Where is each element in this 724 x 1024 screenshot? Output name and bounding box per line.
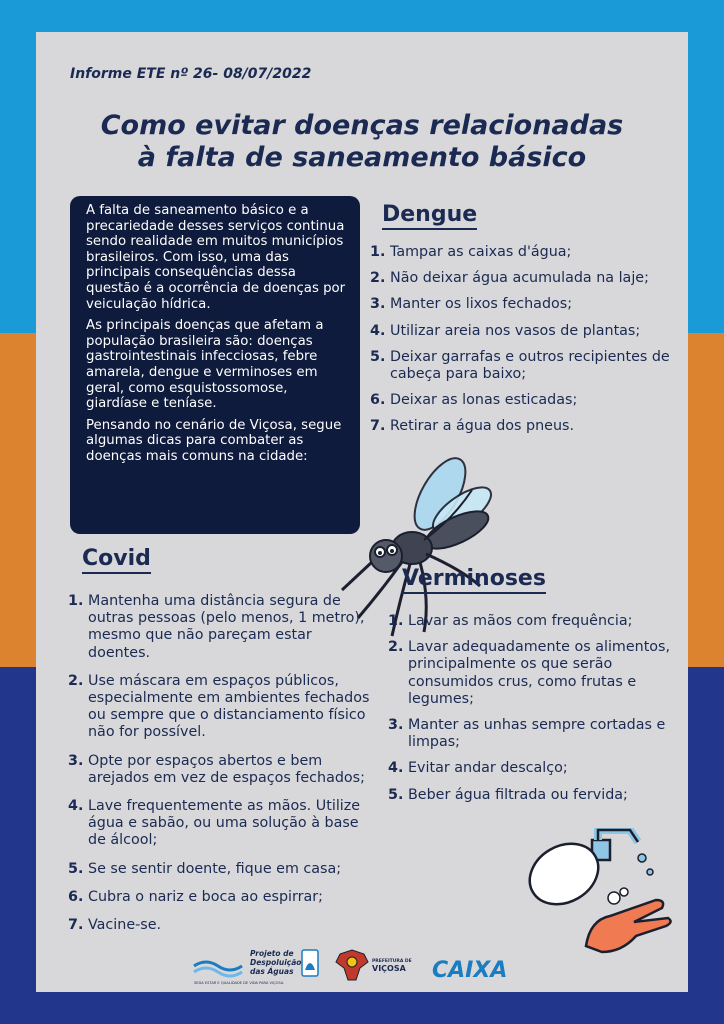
item-text: Deixar as lonas esticadas; [390, 392, 578, 409]
list-item [68, 673, 378, 742]
item-number: 3. [388, 717, 404, 734]
list-item [388, 717, 688, 751]
dengue-heading [382, 202, 477, 230]
project-logo [194, 949, 318, 985]
intro-paragraph-1: A falta de saneamento básico e a precariedade desses serviços continua sendo realidade em muitos municípios brasileiros. Com isso, uma das principais consequências dessa questão é a ocorrência de doenças por veiculação hídrica. [86, 203, 346, 312]
list-item [388, 639, 688, 708]
item-number: 3. [68, 752, 84, 769]
list-item [388, 787, 688, 804]
intro-paragraph-3: Pensando no cenário de Viçosa, segue algumas dicas para combater as doenças mais comuns na cidade: [86, 417, 342, 464]
hand-washing-illustration [526, 828, 676, 958]
item-number: 5. [68, 860, 84, 877]
page-title [36, 110, 688, 174]
item-number: 4. [370, 322, 386, 339]
list-item [370, 323, 688, 340]
item-number: 7. [68, 917, 84, 934]
item-text: Manter os lixos fechados; [390, 296, 573, 313]
bulletin-header: Informe ETE nº 26- 08/07/2022 [70, 66, 312, 82]
list-item [388, 760, 688, 777]
verminoses-list [388, 613, 688, 813]
project-tagline: SEDA ESTAR E QUALIDADE DE VIDA PARA VIÇOSA. [194, 981, 285, 985]
item-number: 3. [370, 296, 386, 313]
item-number: 4. [68, 798, 84, 815]
caixa-wordmark: CAIXA [432, 958, 508, 983]
item-text: Lavar as mãos com frequência; [408, 613, 633, 629]
item-number: 2. [370, 270, 386, 287]
item-number: 5. [388, 786, 404, 803]
list-item [370, 244, 688, 261]
verminoses-heading-text: Verminoses [402, 566, 546, 594]
list-item [68, 753, 378, 787]
list-item [370, 418, 688, 435]
list-item [68, 889, 378, 906]
item-text: Evitar andar descalço; [408, 760, 568, 777]
item-text: Opte por espaços abertos e bem arejados em vez de espaços fechados; [88, 752, 365, 786]
item-text: Tampar as caixas d'água; [390, 244, 572, 260]
item-number: 1. [370, 244, 386, 260]
item-number: 1. [68, 593, 84, 609]
item-text: Manter as unhas sempre cortadas e limpas; [408, 717, 666, 751]
list-item [68, 917, 378, 934]
project-name-line-2: Despoluição [250, 958, 302, 967]
list-item [370, 270, 688, 287]
item-text: Cubra o nariz e boca ao espirrar; [88, 888, 323, 905]
prefeitura-crest [336, 950, 412, 980]
item-number: 6. [370, 392, 386, 409]
item-text: Deixar garrafas e outros recipientes de cabeça para baixo; [390, 348, 670, 383]
project-name-line-3: das Águas [250, 967, 294, 976]
list-item [68, 798, 378, 850]
list-item [388, 613, 688, 630]
item-text: Não deixar água acumulada na laje; [390, 270, 649, 287]
covid-heading [82, 546, 151, 574]
list-item [370, 349, 688, 383]
poster-card [36, 32, 688, 992]
list-item [68, 861, 378, 878]
dengue-list [370, 244, 688, 445]
prefeitura-line-1: PREFEITURA DE [372, 959, 412, 964]
intro-paragraph-2: As principais doenças que afetam a população brasileira são: doenças gastrointestinais infecciosas, febre amarela, dengue e verminoses em geral, como esquistossomose, giardíase e teníase. [86, 318, 324, 412]
item-number: 4. [388, 760, 404, 777]
title-line-1: Como evitar doenças relacionadas [100, 110, 624, 141]
footer-logos [192, 944, 542, 986]
item-text: Beber água filtrada ou fervida; [408, 786, 628, 803]
item-text: Lave frequentemente as mãos. Utilize água e sabão, ou uma solução à base de álcool; [88, 798, 361, 849]
verminoses-heading [402, 566, 546, 594]
item-number: 1. [388, 613, 404, 629]
item-number: 6. [68, 888, 84, 905]
item-number: 7. [370, 418, 386, 435]
title-line-2: à falta de saneamento básico [137, 142, 587, 173]
item-text: Use máscara em espaços públicos, especialmente em ambientes fechados ou sempre que o distanciamento físico não for possível. [88, 672, 370, 741]
item-text: Utilizar areia nos vasos de plantas; [390, 322, 641, 339]
item-number: 2. [68, 672, 84, 689]
dengue-heading-text: Dengue [382, 202, 477, 230]
covid-list [68, 593, 378, 945]
item-number: 5. [370, 348, 386, 365]
item-number: 2. [388, 639, 404, 656]
list-item [370, 392, 688, 409]
item-text: Mantenha uma distância segura de outras pessoas (pelo menos, 1 metro), mesmo que não pareçam estar doentes. [88, 593, 365, 661]
item-text: Retirar a água dos pneus. [390, 418, 575, 435]
project-name-line-1: Projeto de [250, 949, 294, 958]
list-item [68, 593, 378, 662]
item-text: Lavar adequadamente os alimentos, principalmente os que serão consumidos crus, como frutas e legumes; [408, 639, 671, 707]
covid-heading-text: Covid [82, 546, 151, 574]
caixa-logo [432, 958, 507, 983]
list-item [370, 296, 688, 313]
prefeitura-line-2: VIÇOSA [372, 964, 406, 973]
item-text: Se se sentir doente, fique em casa; [88, 860, 342, 877]
item-text: Vacine-se. [88, 917, 162, 934]
